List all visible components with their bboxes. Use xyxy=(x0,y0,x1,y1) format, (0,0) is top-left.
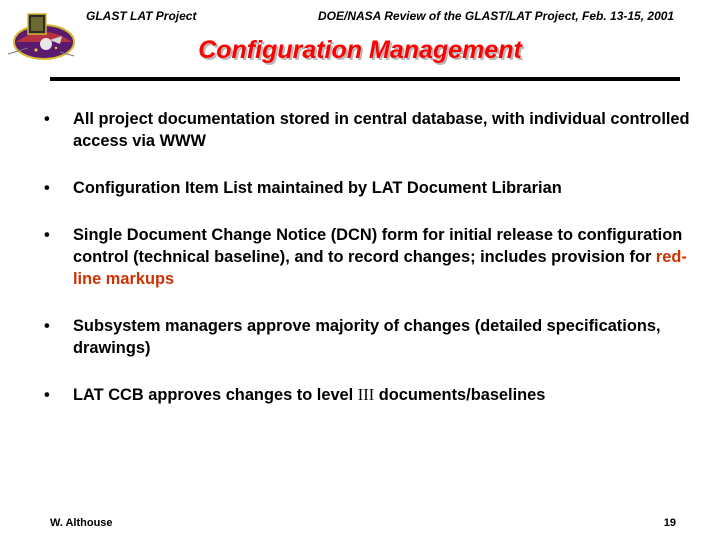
footer-author: W. Althouse xyxy=(50,517,113,529)
header-review-info: DOE/NASA Review of the GLAST/LAT Project, Feb. 13-15, 2001 xyxy=(318,9,675,23)
bullet-item xyxy=(44,315,694,359)
bullet-text: All project documentation stored in central database, with individual controlled access via WWW xyxy=(73,110,690,150)
title-divider xyxy=(50,77,680,81)
red-line-markups-highlight: red-line markups xyxy=(73,248,687,288)
bullet-text-end: documents/baselines xyxy=(374,386,546,404)
bullet-text: LAT CCB approves changes to level xyxy=(73,386,358,404)
bullet-item xyxy=(44,108,694,152)
bullet-icon: • xyxy=(44,386,50,404)
bullet-text: Configuration Item List maintained by LAT Document Librarian xyxy=(73,179,562,197)
bullet-list xyxy=(44,108,694,406)
bullet-icon: • xyxy=(44,179,50,197)
bullet-icon: • xyxy=(44,317,50,335)
bullet-icon: • xyxy=(44,110,50,128)
bullet-icon: • xyxy=(44,226,50,244)
bullet-text: Single Document Change Notice (DCN) form for initial release to configuration control (technical baseline), and to record changes; includes provision for xyxy=(73,226,683,266)
bullet-text: Subsystem managers approve majority of changes (detailed specifications, drawings) xyxy=(73,317,661,357)
slide-title: Configuration Management xyxy=(198,36,522,64)
bullet-item xyxy=(44,384,694,406)
header-project-name: GLAST LAT Project xyxy=(86,9,197,23)
bullet-item xyxy=(44,177,694,199)
page-number: 19 xyxy=(663,517,676,529)
bullet-item xyxy=(44,224,694,290)
roman-numeral-level: III xyxy=(357,385,375,404)
